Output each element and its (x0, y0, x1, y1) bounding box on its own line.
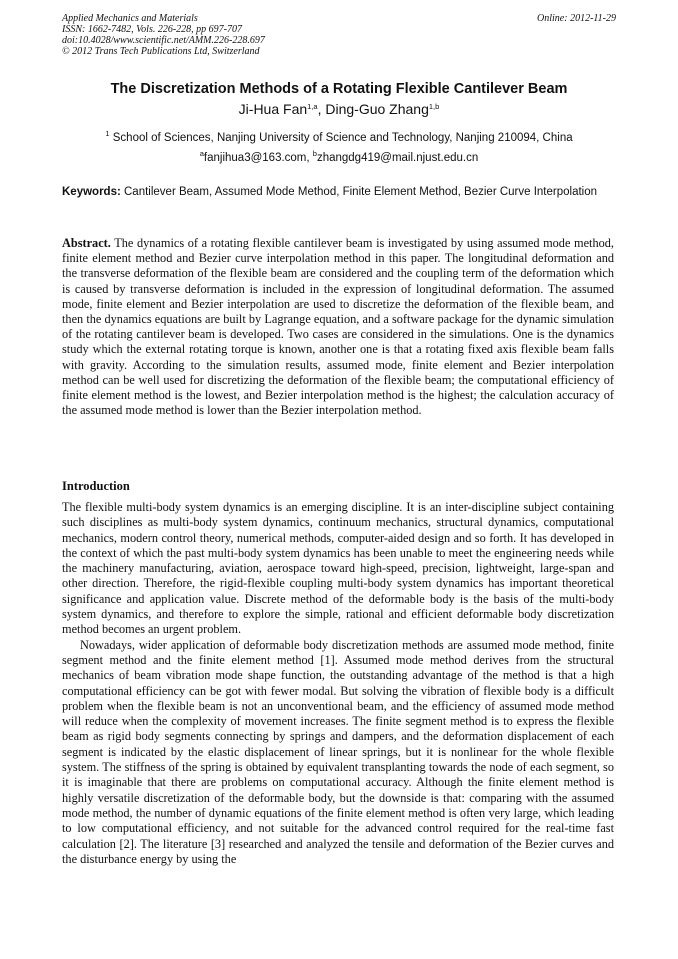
author-2: Ding-Guo Zhang (325, 101, 429, 117)
author-separator: , (317, 101, 326, 117)
paper-title: The Discretization Methods of a Rotating Flexible Cantilever Beam (110, 81, 568, 97)
abstract-block (62, 236, 614, 418)
author-1: Ji-Hua Fan (238, 101, 308, 117)
copyright-line: © 2012 Trans Tech Publications Ltd, Switzerland (62, 46, 260, 57)
email-line (62, 151, 616, 166)
email-a[interactable]: fanjihua3@163.com (203, 152, 307, 164)
abstract-text: The dynamics of a rotating flexible cantilever beam is investigated by using assumed mode method, finite element method and Bezier curve interpolation method in this paper. The longitudinal deformation and the transverse deformation of the flexible beam are considered and the coupling term of the deformation which is caused by transverse deformation is included in the expression of longitudinal deformation. The assumed mode, finite element and Bezier interpolation are used to discretize the deformation of the flexible beam, and then the dynamics equations are built by Lagrange equation, and a software package for the dynamic simulation of the rotating cantilever beam is developed. Two cases are considered in the simulations. One is the dynamics study which the external rotating torque is known, another one is that a rotating fixed axis flexible beam falls with gravity. According to the simulation results, assumed mode, finite element and Bezier interpolation method can be well used for discretizing the deformation of the flexible beam; the computational efficiency of finite element method is the lowest, and Bezier interpolation method is the highest; the calculation accuracy of the assumed mode method is lower than the Bezier interpolation method. (62, 236, 614, 418)
journal-name: Applied Mechanics and Materials (62, 13, 198, 24)
paragraph: The flexible multi-body system dynamics is an emerging discipline. It is an inter-discipline subject containing such disciplines as multi-body system dynamics, continuum mechanics, structural dynamics, computational mechanics, modern control theory, numerical methods, computer-aided design and so forth. It has developed in the context of which the past multi-body system dynamics has been unable to meet the engineering needs while the machinery manufacturing, aviation, aerospace toward high-speed, precision, lightweight, large-span and other direction. Therefore, the rigid-flexible coupling multi-body system dynamics has important theoretical significance and application value. Discrete method of the deformable body is the basis of the multi-body system dynamics, and therefore to explore the simple, rational and efficient deformable body discretization method becomes an urgent problem. (62, 500, 614, 637)
email-a-marker: a (199, 149, 204, 158)
issn-line: ISSN: 1662-7482, Vols. 226-228, pp 697-707 (62, 24, 242, 35)
author-line (62, 100, 616, 118)
keywords-label: Keywords: (62, 186, 121, 198)
affiliation-text: School of Sciences, Nanjing University of Science and Technology, Nanjing 210094, China (112, 132, 573, 144)
introduction-body (62, 500, 614, 867)
online-date: Online: 2012-11-29 (537, 13, 616, 24)
email-b-marker: b (312, 149, 317, 158)
email-separator: , (306, 152, 313, 164)
affiliation-marker: 1 (105, 129, 110, 138)
introduction-heading: Introduction (62, 479, 130, 493)
journal-header (62, 13, 616, 57)
abstract-label: Abstract. (62, 236, 111, 250)
author-1-affil: 1,a (307, 102, 318, 111)
keywords-text: Cantilever Beam, Assumed Mode Method, Finite Element Method, Bezier Curve Interpolation (124, 186, 598, 198)
affiliation (62, 131, 616, 146)
keywords-block (62, 185, 616, 199)
email-b[interactable]: zhangdg419@mail.njust.edu.cn (316, 152, 479, 164)
doi-line[interactable]: doi:10.4028/www.scientific.net/AMM.226-228.697 (62, 35, 265, 46)
paragraph: Nowadays, wider application of deformable body discretization methods are assumed mode method, finite segment method and the finite element method [1]. Assumed mode method derives from the structural mechanics of beam vibration mode shape function, the outstanding advantage of the method is that a high computational efficiency can be got with fewer modal. But solving the vibration of flexible body is a difficult problem when the flexible beam is not an unconventional beam, and the efficiency of assumed mode method will reduce when the complexity of movement increases. The finite segment method is to express the flexible beam as rigid body segments connecting by springs and dampers, and the deformation displacement of each segment is indicated by the elastic displacement of linear springs, but it is nonlinear for the whole flexible system. The stiffness of the spring is obtained by equivalent transplanting towards the node of each segment, so it is imaginable that there are problems on computational accuracy. Although the finite element method is highly versatile discretization of the deformable body, but the downside is that: comparing with the assumed mode method, the number of dynamic equations of the finite element method is often very large, which leading to low computational efficiency, and not suitable for the advanced control required for the real-time fast calculation [2]. The literature [3] researched and analyzed the tensile and deformation of the Bezier curves and the disturbance energy by using the (62, 637, 614, 866)
author-2-affil: 1,b (428, 102, 440, 111)
